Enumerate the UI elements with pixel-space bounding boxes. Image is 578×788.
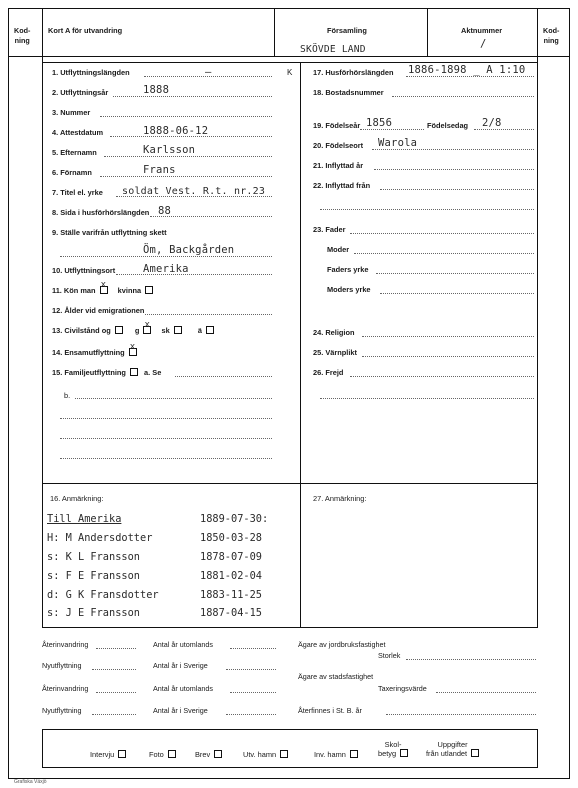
check-inv-hamn-box[interactable]: [350, 750, 358, 758]
forsamling-value: SKÖVDE LAND: [300, 44, 366, 55]
field-12-line: [145, 314, 272, 315]
field-2-value: 1888: [143, 84, 170, 96]
agare-jord: Ägare av jordbruksfastighet: [298, 640, 386, 649]
field-5-value: Karlsson: [143, 144, 196, 156]
field-15-label: [52, 368, 161, 377]
antal-utomlands-2-line: [230, 692, 276, 693]
field-22-line: [380, 189, 534, 190]
civil-g-label: g: [134, 326, 140, 335]
aterinvandring-1: Återinvandring: [42, 640, 89, 649]
antal-utomlands-1-line: [230, 648, 276, 649]
check-utv-hamn[interactable]: [243, 750, 288, 759]
field-20-line: [372, 149, 534, 150]
nyutflyttning-1-line: [92, 669, 136, 670]
antal-sverige-1: Antal år i Sverige: [153, 661, 208, 670]
field-9-label: 9. Ställe varifrån utflyttning skett: [52, 228, 167, 237]
check-utv-hamn-box[interactable]: [280, 750, 288, 758]
aterinvandring-2: Återinvandring: [42, 684, 89, 693]
frame-left: [8, 8, 9, 779]
antal-sverige-1-line: [226, 669, 276, 670]
header-mid-divider: [274, 8, 275, 56]
remark-row-1-who: H: M Andersdotter: [47, 532, 153, 544]
field-15b-line4: [60, 458, 272, 459]
check-intervju[interactable]: [90, 750, 126, 759]
field-24-label: 24. Religion: [313, 328, 355, 337]
check-inv-hamn-label: Inv. hamn: [314, 750, 346, 759]
check-skolbetyg[interactable]: Skol- betyg: [378, 740, 408, 758]
remark-row-5-who: s: J E Fransson: [47, 607, 140, 619]
civil-sk-label: sk: [161, 326, 170, 335]
field-3-line: [100, 116, 272, 117]
field-13-text: 13. Civilstånd og: [52, 326, 111, 335]
gender-kvinna-label: kvinna: [117, 286, 142, 295]
field-5-label: 5. Efternamn: [52, 148, 97, 157]
field-19-value: 1856: [366, 117, 393, 129]
field-17-line: [406, 76, 534, 77]
moder-label: Moder: [327, 245, 350, 254]
remarks-right: [537, 483, 538, 628]
kod-left-divider: [42, 8, 43, 483]
forsamling-label: Församling: [327, 26, 367, 35]
nyutflyttning-2: Nyutflyttning: [42, 706, 82, 715]
body-mid-vertical: [300, 62, 301, 483]
checks-box-right: [537, 729, 538, 768]
check-brev-label: Brev: [195, 750, 211, 759]
fodelsedag-line: [474, 129, 534, 130]
checks-box-top: [42, 729, 538, 730]
aterfinnes-line: [386, 714, 536, 715]
footer-note: Grafiska Växjö: [14, 779, 47, 785]
k-mark: K: [287, 68, 293, 77]
field-7-label: 7. Titel el. yrke: [52, 188, 103, 197]
taxering-line: [436, 692, 536, 693]
antal-utomlands-1: Antal år utomlands: [153, 640, 213, 649]
checks-box-left: [42, 729, 43, 768]
field-14-text: 14. Ensamutflyttning: [52, 348, 125, 357]
nyutflyttning-2-line: [92, 714, 136, 715]
fodelsedag-value: 2/8: [482, 117, 502, 129]
card-title: Kort A för utvandring: [48, 26, 123, 35]
field-1-label: 1. Utflyttningslängden: [52, 68, 130, 77]
field-6-line: [100, 176, 272, 177]
field-5-line: [104, 156, 272, 157]
field-23-line: [350, 233, 534, 234]
field-6-value: Frans: [143, 164, 176, 176]
civil-og-checkbox[interactable]: [115, 326, 123, 334]
fodelsedag-label: Födelsedag: [427, 121, 469, 130]
storlek: Storlek: [378, 651, 401, 660]
familj-b-label: b.: [64, 391, 71, 400]
field-15b-line1: [75, 398, 272, 399]
remarks-mid: [300, 483, 301, 628]
body-top: [42, 62, 538, 63]
field-21-line: [374, 169, 534, 170]
field-10-value: Amerika: [143, 263, 189, 275]
aterfinnes: Återfinnes i St. B. år: [298, 706, 362, 715]
moder-line: [354, 253, 534, 254]
field-18-line: [392, 96, 534, 97]
remarks-left: [42, 483, 43, 628]
field-12-label: 12. Ålder vid emigrationen: [52, 306, 145, 315]
field-8-label: 8. Sida i husförhörslängden: [52, 208, 150, 217]
field-2-line: [113, 96, 272, 97]
aktnummer-label: Aktnummer: [461, 26, 503, 35]
remark-row-0-date: 1889-07-30:: [200, 513, 269, 525]
remark-row-2-date: 1878-07-09: [200, 551, 262, 563]
check-intervju-label: Intervju: [90, 750, 115, 759]
antal-sverige-2: Antal år i Sverige: [153, 706, 208, 715]
field-26-line2: [320, 398, 534, 399]
field-13-label: [52, 326, 214, 335]
familj-a-label: a. Se: [144, 368, 162, 377]
check-foto-box[interactable]: [168, 750, 176, 758]
check-uppgifter[interactable]: Uppgifter från utlandet: [426, 740, 479, 758]
field-1-value: –: [205, 66, 212, 78]
field-22-label: 22. Inflyttad från: [313, 181, 371, 190]
field-4-label: 4. Attestdatum: [52, 128, 104, 137]
civil-sk-checkbox[interactable]: [174, 326, 182, 334]
remarks-right-label: 27. Anmärkning:: [313, 494, 367, 503]
checks-box-bottom: [42, 767, 538, 768]
check-intervju-box[interactable]: [118, 750, 126, 758]
remark-row-1-date: 1850-03-28: [200, 532, 262, 544]
field-17-label: 17. Husförhörslängden: [313, 68, 394, 77]
field-8-value: 88: [158, 205, 172, 217]
nyutflyttning-1: Nyutflyttning: [42, 661, 82, 670]
field-24-line: [362, 336, 534, 337]
civil-a-checkbox[interactable]: [206, 326, 214, 334]
agare-stad: Ägare av stadsfastighet: [298, 672, 374, 681]
field-11-text: 11. Kön man: [52, 286, 96, 295]
remark-row-3-date: 1881-02-04: [200, 570, 262, 582]
remark-row-4-date: 1883-11-25: [200, 589, 262, 601]
kod-right-divider: [537, 8, 538, 483]
aterinvandring-2-line: [96, 692, 136, 693]
civil-g-checkbox[interactable]: [143, 326, 151, 334]
check-skolbetyg-box[interactable]: [400, 749, 408, 757]
moders-yrke-line: [380, 293, 534, 294]
body-section-divider: [42, 483, 538, 484]
gender-man-checkbox[interactable]: [100, 286, 108, 294]
check-brev[interactable]: [195, 750, 222, 759]
remark-row-2-who: s: K L Fransson: [47, 551, 140, 563]
aktnummer-value: /: [480, 38, 487, 50]
aterinvandring-1-line: [96, 648, 136, 649]
field-21-label: 21. Inflyttad år: [313, 161, 364, 170]
field-17-value: 1886-1898 _ A 1:10: [408, 64, 526, 76]
faders-yrke-label: Faders yrke: [327, 265, 369, 274]
header-akt-divider: [427, 8, 428, 56]
field-20-value: Warola: [378, 137, 418, 149]
field-14-label: [52, 348, 137, 357]
remark-row-5-date: 1887-04-15: [200, 607, 262, 619]
field-22-line2: [320, 209, 534, 210]
check-foto-label: Foto: [149, 750, 164, 759]
field-2-label: 2. Utflyttningsår: [52, 88, 109, 97]
field-10-line: [116, 274, 272, 275]
gender-kvinna-checkbox[interactable]: [145, 286, 153, 294]
check-foto[interactable]: [149, 750, 176, 759]
remark-row-0-who: Till Amerika: [47, 513, 122, 525]
field-19-line: [360, 129, 424, 130]
field-7-value: soldat Vest. R.t. nr.23: [122, 186, 266, 197]
remarks-left-label: 16. Anmärkning:: [50, 494, 104, 503]
kodning-left-label: Kod- ning: [14, 26, 31, 45]
field-25-line: [362, 356, 534, 357]
field-20-label: 20. Födelseort: [313, 141, 364, 150]
check-uppgifter-box[interactable]: [471, 749, 479, 757]
field-3-label: 3. Nummer: [52, 108, 91, 117]
field-9-value: Öm, Backgården: [143, 244, 235, 256]
field-26-line: [350, 376, 534, 377]
field-23-label: 23. Fader: [313, 225, 346, 234]
check-utv-hamn-label: Utv. hamn: [243, 750, 277, 759]
field-15b-line2: [60, 418, 272, 419]
remarks-bottom: [42, 627, 538, 628]
field-25-label: 25. Värnplikt: [313, 348, 357, 357]
field-15b-line3: [60, 438, 272, 439]
field-19-label: 19. Födelseår: [313, 121, 361, 130]
field-15-text: 15. Familjeutflyttning: [52, 368, 126, 377]
familj-checkbox[interactable]: [130, 368, 138, 376]
check-brev-box[interactable]: [214, 750, 222, 758]
frame-top: [8, 8, 570, 9]
storlek-line: [406, 659, 536, 660]
field-4-value: 1888-06-12: [143, 125, 209, 137]
frame-bottom: [8, 778, 570, 779]
antal-sverige-2-line: [226, 714, 276, 715]
field-9-line: [60, 256, 272, 257]
moders-yrke-label: Moders yrke: [327, 285, 371, 294]
header-divider: [8, 56, 570, 57]
field-10-label: 10. Utflyttningsort: [52, 266, 116, 275]
field-18-label: 18. Bostadsnummer: [313, 88, 384, 97]
field-26-label: 26. Frejd: [313, 368, 344, 377]
ensam-checkbox[interactable]: [129, 348, 137, 356]
taxering: Taxeringsvärde: [378, 684, 427, 693]
antal-utomlands-2: Antal år utomlands: [153, 684, 213, 693]
kodning-right-label: Kod- ning: [543, 26, 560, 45]
check-inv-hamn[interactable]: [314, 750, 358, 759]
civil-a-label: ä: [197, 326, 202, 335]
frame-right: [569, 8, 570, 779]
remark-row-3-who: s: F E Fransson: [47, 570, 140, 582]
field-6-label: 6. Förnamn: [52, 168, 92, 177]
remark-row-4-who: d: G K Fransdotter: [47, 589, 159, 601]
field-15a-line: [175, 376, 272, 377]
faders-yrke-line: [376, 273, 534, 274]
field-11-label: [52, 286, 153, 295]
